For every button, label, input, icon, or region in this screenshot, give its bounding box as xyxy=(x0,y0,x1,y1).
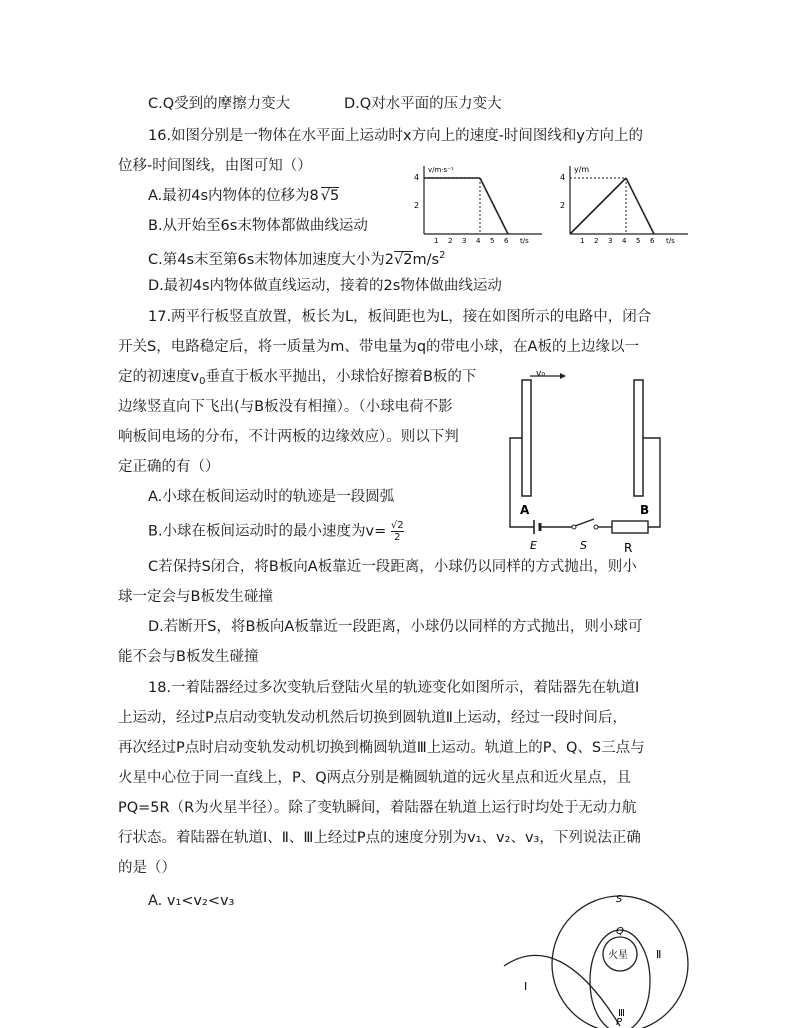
q16-option-c: C.第4s末至第6s末物体加速度大小为$2√2m/s^2$ xyxy=(148,250,446,268)
q17-stem-line5: 响板间电场的分布，不计两板的边缘效应）。则以下判 xyxy=(118,429,459,445)
svg-text:2: 2 xyxy=(414,201,420,210)
q18-stem-line5: PQ=5R（R为火星半径）。除了变轨瞬间，着陆器在轨道上运行时均处于无动力航 xyxy=(118,800,637,816)
svg-text:t/s: t/s xyxy=(520,237,529,244)
svg-text:S: S xyxy=(580,539,587,552)
q17-option-d-line1: D.若断开S，将B板向A板靠近一段距离，小球仍以同样的方式抛出，则小球可 xyxy=(148,619,643,635)
plate-b xyxy=(634,380,643,496)
q16-option-b: B.从开始至6s末物体都做曲线运动 xyxy=(148,218,368,234)
svg-text:3: 3 xyxy=(608,237,613,244)
q17-option-b: B.小球在板间运动时的最小速度为v= $\frac{√2}{2}$ xyxy=(148,520,404,543)
q17-stem-line3: 定的初速度$v_0$垂直于板水平抛出，小球恰好擦着B板的下 xyxy=(118,369,477,387)
svg-text:t/s: t/s xyxy=(666,237,675,244)
q17-stem-line1: 17.两平行板竖直放置，板长为L，板间距也为L，接在如图所示的电路中，闭合 xyxy=(148,309,652,325)
svg-text:E: E xyxy=(530,539,537,552)
q15-option-c: C.Q受到的摩擦力变大 xyxy=(148,96,291,112)
q16-yt-graph xyxy=(556,162,696,244)
svg-text:6: 6 xyxy=(650,237,655,244)
q17-option-c-line2: 球一定会与B板发生碰撞 xyxy=(118,589,273,605)
q16-stem-line1: 16.如图分别是一物体在水平面上运动时x方向上的速度-时间图线和y方向上的 xyxy=(148,128,643,144)
q17-circuit-diagram xyxy=(500,362,680,557)
q17-stem-line4: 边缘竖直向下飞出(与B板没有相撞）。（小球电荷不影 xyxy=(118,399,453,415)
svg-text:Ⅲ: Ⅲ xyxy=(618,1008,625,1019)
svg-text:4: 4 xyxy=(414,173,420,182)
q17-stem-line6: 定正确的有（） xyxy=(118,459,220,475)
q18-stem-line3: 再次经过P点时启动变轨发动机切换到椭圆轨道Ⅲ上运动。轨道上的P、Q、S三点与 xyxy=(118,740,645,756)
q18-stem-line2: 上运动，经过P点启动变轨发动机然后切换到圆轨道Ⅱ上运动，经过一段时间后， xyxy=(118,710,627,726)
svg-text:2: 2 xyxy=(594,237,599,244)
svg-text:y/m: y/m xyxy=(574,165,590,174)
plate-a xyxy=(522,380,531,496)
q17-option-d-line2: 能不会与B板发生碰撞 xyxy=(118,649,259,665)
svg-text:2: 2 xyxy=(560,201,566,210)
q16-option-d: D.最初4s内物体做直线运动，接着的2s物体做曲线运动 xyxy=(148,278,502,294)
svg-text:6: 6 xyxy=(504,237,509,244)
q16-stem-line2: 位移-时间图线，由图可知（） xyxy=(118,158,312,174)
svg-text:1: 1 xyxy=(580,237,585,244)
svg-text:I: I xyxy=(524,980,528,993)
q18-stem-line7: 的是（） xyxy=(118,860,176,876)
orbit-1 xyxy=(504,955,620,1026)
q17-option-c-line1: C若保持S闭合，将B板向A板靠近一段距离，小球仍以同样的方式抛出，则小 xyxy=(148,559,637,575)
svg-text:4: 4 xyxy=(476,237,481,244)
svg-text:3: 3 xyxy=(462,237,467,244)
svg-text:5: 5 xyxy=(636,237,641,244)
q16-option-a: A.最初4s内物体的位移为8 √5 xyxy=(148,188,340,204)
q17-option-a: A.小球在板间运动时的轨迹是一段圆弧 xyxy=(148,489,395,505)
v0-label: v₀ xyxy=(536,369,545,379)
q15-option-d: D.Q对水平面的压力变大 xyxy=(344,96,502,112)
svg-text:S: S xyxy=(616,894,623,905)
q18-stem-line6: 行状态。着陆器在轨道I、Ⅱ、Ⅲ上经过P点的速度分别为v₁、v₂、v₃，下列说法正确 xyxy=(118,830,641,846)
q18-option-a: A. v₁<v₂<v₃ xyxy=(148,893,235,909)
graph1-ylabel: v/m·s⁻¹ xyxy=(428,166,454,174)
q18-stem-line1: 18.一着陆器经过多次变轨后登陆火星的轨迹变化如图所示，着陆器先在轨道I xyxy=(148,680,640,696)
svg-text:4: 4 xyxy=(560,173,566,182)
q18-stem-line4: 火星中心位于同一直线上，P、Q两点分别是椭圆轨道的远火星点和近火星点，且 xyxy=(118,770,632,786)
svg-text:B: B xyxy=(640,503,650,517)
svg-text:R: R xyxy=(624,541,633,555)
svg-text:A: A xyxy=(520,503,530,517)
q16-vt-graph xyxy=(410,162,550,244)
svg-text:5: 5 xyxy=(490,237,495,244)
svg-text:Ⅱ: Ⅱ xyxy=(656,948,662,961)
svg-text:P: P xyxy=(616,1017,623,1028)
svg-text:Q: Q xyxy=(616,926,624,937)
svg-text:1: 1 xyxy=(434,237,439,244)
svg-text:2: 2 xyxy=(448,237,453,244)
q18-orbit-diagram xyxy=(500,888,700,1028)
q17-stem-line2: 开关S，电路稳定后，将一质量为m、带电量为q的带电小球，在A板的上边缘以一 xyxy=(118,339,639,355)
svg-text:4: 4 xyxy=(622,237,627,244)
resistor xyxy=(612,521,648,533)
svg-text:火星: 火星 xyxy=(608,950,628,961)
